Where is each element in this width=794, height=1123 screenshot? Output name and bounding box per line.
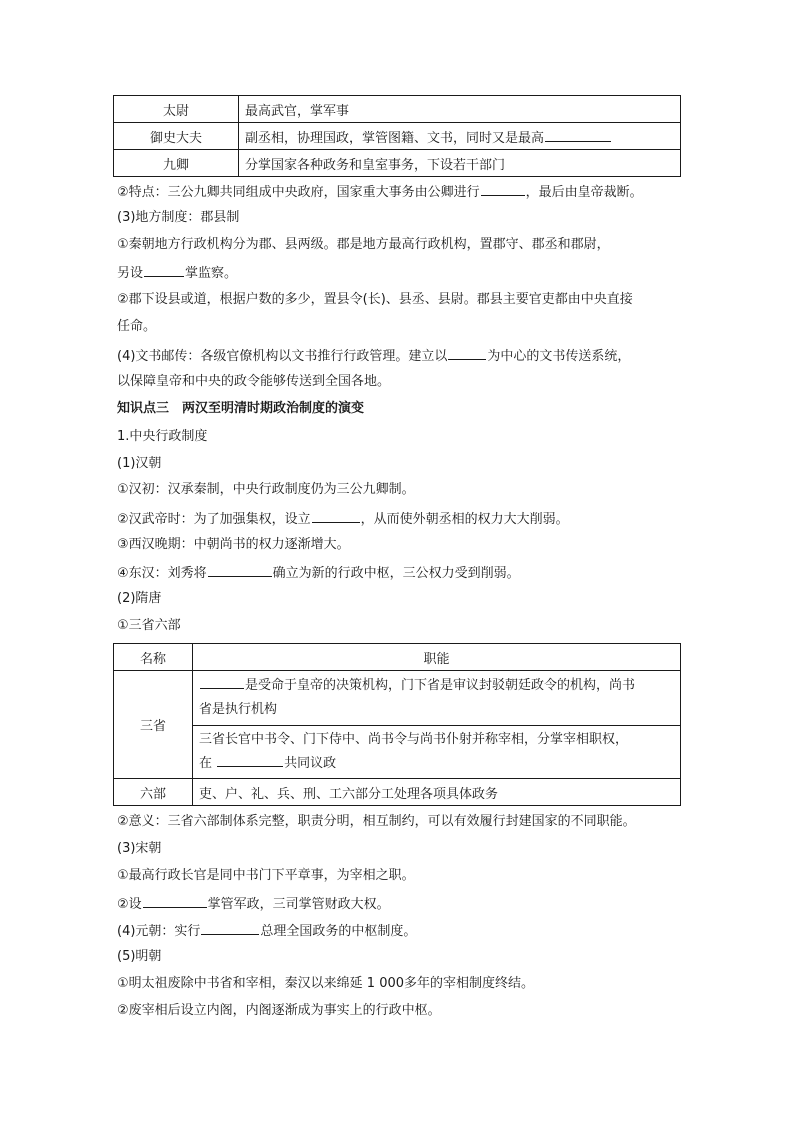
text-line: ①明太祖废除中书省和宰相，秦汉以来绵延 1 000多年的宰相制度终结。 xyxy=(117,976,535,991)
text-line xyxy=(117,263,237,283)
text: 为中心的文书传送系统， xyxy=(487,349,631,364)
officials-table xyxy=(113,95,681,177)
header-function: 职能 xyxy=(193,644,681,671)
text: 另设 xyxy=(117,266,144,281)
fill-blank xyxy=(481,182,525,196)
fill-blank xyxy=(448,346,486,360)
table-cell-desc: 最高武官，掌军事 xyxy=(239,96,681,123)
text-line xyxy=(117,894,390,914)
table-cell-name: 六部 xyxy=(114,779,193,806)
table-cell-desc: 吏、户、礼、兵、刑、工六部分工处理各项具体政务 xyxy=(193,779,681,806)
table-cell-name: 太尉 xyxy=(114,96,239,123)
text: (4)文书邮传：各级官僚机构以文书推行行政管理。建立以 xyxy=(117,349,448,364)
table-header-row xyxy=(114,644,681,671)
fill-blank xyxy=(200,675,244,689)
table-cell-desc: 分掌国家各种政务和皇室事务，下设若干部门 xyxy=(239,150,681,177)
table-cell-desc xyxy=(239,123,681,150)
text-line xyxy=(117,346,630,366)
table-row xyxy=(114,123,681,150)
text-line: (3)地方制度：郡县制 xyxy=(117,210,240,225)
text-line: ②郡下设县或道，根据户数的多少，置县令(长)、县丞、县尉。郡县主要官吏都由中央直接 xyxy=(117,292,633,307)
fill-blank xyxy=(208,563,272,577)
table-cell-name: 御史大夫 xyxy=(114,123,239,150)
text-line xyxy=(117,563,520,583)
text-line: 以保障皇帝和中央的政令能够传送到全国各地。 xyxy=(117,374,391,389)
table-cell-desc xyxy=(193,726,681,779)
table-cell-name: 九卿 xyxy=(114,150,239,177)
text-line xyxy=(117,182,643,202)
text: ，最后由皇帝裁断。 xyxy=(525,185,643,200)
cell-line xyxy=(199,674,674,698)
cell-line: 三省长官中书令、门下侍中、尚书令与尚书仆射并称宰相，分掌宰相职权， xyxy=(199,732,629,747)
fill-blank xyxy=(545,128,611,142)
fill-blank xyxy=(201,921,259,935)
text-line: ②意义：三省六部制体系完整，职责分明，相互制约，可以有效履行封建国家的不同职能。 xyxy=(117,814,636,829)
text: 掌监察。 xyxy=(185,266,238,281)
three-departments-table xyxy=(113,643,681,806)
text: 确立为新的行政中枢，三公权力受到削弱。 xyxy=(272,566,520,581)
text: ④东汉：刘秀将 xyxy=(117,566,207,581)
fill-blank xyxy=(312,509,360,523)
text: 掌管军政，三司掌管财政大权。 xyxy=(207,897,390,912)
text-line xyxy=(117,921,416,941)
text: ②设 xyxy=(117,897,142,912)
fill-blank xyxy=(143,894,207,908)
text-line: ①最高行政长官是同中书门下平章事，为宰相之职。 xyxy=(117,868,415,883)
text: 共同议政 xyxy=(284,756,337,771)
table-row xyxy=(114,671,681,726)
text: 是受命于皇帝的决策机构，门下省是审议封驳朝廷政令的机构，尚书 xyxy=(245,678,636,693)
text: (4)元朝：实行 xyxy=(117,924,201,939)
section-heading: 知识点三 两汉至明清时期政治制度的演变 xyxy=(117,401,365,416)
table-cell-desc xyxy=(193,671,681,726)
text-line: (1)汉朝 xyxy=(117,456,162,471)
text-line: (3)宋朝 xyxy=(117,841,162,856)
cell-line xyxy=(199,752,674,776)
text: ②特点：三公九卿共同组成中央政府，国家重大事务由公卿进行 xyxy=(117,185,480,200)
table-row xyxy=(114,150,681,177)
text-line: ②废宰相后设立内阁，内阁逐渐成为事实上的行政中枢。 xyxy=(117,1003,441,1018)
table-cell-name: 三省 xyxy=(114,671,193,779)
text-line: 1.中央行政制度 xyxy=(117,429,208,444)
text: ②汉武帝时：为了加强集权，设立 xyxy=(117,512,311,527)
fill-blank xyxy=(144,263,184,277)
text-line: ①汉初：汉承秦制，中央行政制度仍为三公九卿制。 xyxy=(117,482,415,497)
text-line: ③西汉晚期：中朝尚书的权力逐渐增大。 xyxy=(117,537,350,552)
table-row xyxy=(114,726,681,779)
text-line: ①三省六部 xyxy=(117,618,181,633)
table-row xyxy=(114,779,681,806)
cell-line: 省是执行机构 xyxy=(199,702,278,717)
table-row xyxy=(114,96,681,123)
desc-text: 副丞相，协理国政，掌管图籍、文书，同时又是最高 xyxy=(245,130,545,146)
text-line xyxy=(117,509,569,529)
text-line: (5)明朝 xyxy=(117,949,162,964)
header-name: 名称 xyxy=(114,644,193,671)
text: ，从而使外朝丞相的权力大大削弱。 xyxy=(360,512,569,527)
text-line: 任命。 xyxy=(117,319,157,334)
text: 在 xyxy=(199,756,213,771)
text-line: (2)隋唐 xyxy=(117,591,162,606)
text-line: ①秦朝地方行政机构分为郡、县两级。郡是地方最高行政机构，置郡守、郡丞和郡尉， xyxy=(117,237,610,252)
text: 总理全国政务的中枢制度。 xyxy=(260,924,417,939)
fill-blank xyxy=(217,753,283,767)
